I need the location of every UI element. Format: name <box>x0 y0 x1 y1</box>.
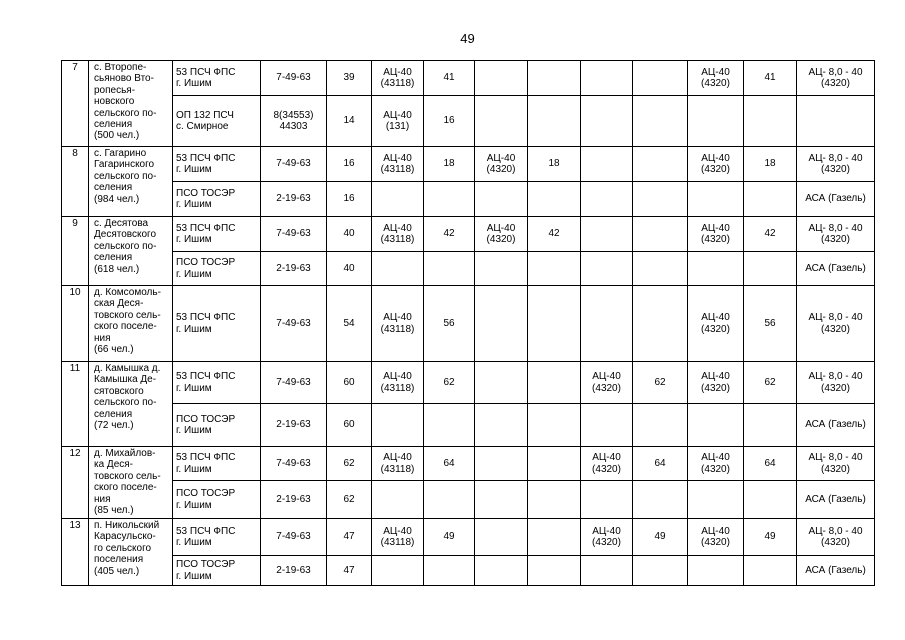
table-row <box>62 96 875 147</box>
vehicle-1: АЦ-40 (43118) <box>372 447 424 481</box>
vehicle-1-value: 42 <box>424 217 475 252</box>
vehicle-3-value: 49 <box>633 519 688 556</box>
phone-number: 7-49-63 <box>261 217 327 252</box>
fire-unit: 53 ПСЧ ФПС г. Ишим <box>173 519 261 556</box>
table-row <box>62 217 875 252</box>
table-row <box>62 519 875 556</box>
vehicle-2-value <box>528 481 581 519</box>
vehicle-3-value <box>633 556 688 586</box>
vehicle-1-value: 16 <box>424 96 475 147</box>
vehicle-3-value: 62 <box>633 362 688 404</box>
vehicle-1-value: 18 <box>424 147 475 182</box>
additional-equipment: АЦ- 8,0 - 40 (4320) <box>797 61 875 96</box>
row-number: 12 <box>62 447 89 519</box>
vehicle-2 <box>475 556 528 586</box>
vehicle-4-value: 56 <box>744 286 797 362</box>
table-row <box>62 147 875 182</box>
vehicle-4 <box>688 481 744 519</box>
vehicle-2-value <box>528 252 581 286</box>
distance-km: 60 <box>327 362 372 404</box>
vehicle-3-value <box>633 404 688 447</box>
distance-km: 40 <box>327 252 372 286</box>
phone-number: 2-19-63 <box>261 182 327 217</box>
fire-unit: 53 ПСЧ ФПС г. Ишим <box>173 147 261 182</box>
additional-equipment: АСА (Газель) <box>797 252 875 286</box>
vehicle-2-value: 42 <box>528 217 581 252</box>
table-row <box>62 447 875 481</box>
vehicle-3-value <box>633 61 688 96</box>
vehicle-3-value <box>633 481 688 519</box>
phone-number: 8(34553) 44303 <box>261 96 327 147</box>
vehicle-3 <box>581 286 633 362</box>
vehicle-3-value: 64 <box>633 447 688 481</box>
vehicle-4: АЦ-40 (4320) <box>688 217 744 252</box>
distance-km: 40 <box>327 217 372 252</box>
vehicle-2 <box>475 404 528 447</box>
vehicle-4-value: 49 <box>744 519 797 556</box>
table-row <box>62 481 875 519</box>
vehicle-3: АЦ-40 (4320) <box>581 362 633 404</box>
vehicle-4: АЦ-40 (4320) <box>688 61 744 96</box>
row-number: 13 <box>62 519 89 586</box>
vehicle-4-value <box>744 556 797 586</box>
distance-km: 62 <box>327 447 372 481</box>
fire-unit: ПСО ТОСЭР г. Ишим <box>173 481 261 519</box>
settlement-name: с. Десятова Десятовского сельского по- селения (618 чел.) <box>89 217 173 286</box>
table-row <box>62 286 875 362</box>
phone-number: 2-19-63 <box>261 252 327 286</box>
vehicle-3 <box>581 481 633 519</box>
row-number: 11 <box>62 362 89 447</box>
vehicle-2-value <box>528 286 581 362</box>
phone-number: 7-49-63 <box>261 519 327 556</box>
vehicle-2 <box>475 286 528 362</box>
table-row <box>62 252 875 286</box>
vehicle-2 <box>475 481 528 519</box>
fire-coverage-table <box>61 60 875 586</box>
vehicle-1 <box>372 481 424 519</box>
vehicle-1: АЦ-40 (43118) <box>372 286 424 362</box>
vehicle-2-value <box>528 362 581 404</box>
vehicle-3 <box>581 147 633 182</box>
vehicle-3 <box>581 96 633 147</box>
additional-equipment: АЦ- 8,0 - 40 (4320) <box>797 362 875 404</box>
vehicle-2 <box>475 61 528 96</box>
table-row <box>62 61 875 96</box>
vehicle-2: АЦ-40 (4320) <box>475 217 528 252</box>
vehicle-2 <box>475 96 528 147</box>
vehicle-2-value <box>528 404 581 447</box>
distance-km: 47 <box>327 556 372 586</box>
vehicle-2 <box>475 362 528 404</box>
page-number: 49 <box>460 31 475 46</box>
fire-unit: 53 ПСЧ ФПС г. Ишим <box>173 217 261 252</box>
vehicle-4-value <box>744 481 797 519</box>
fire-unit: 53 ПСЧ ФПС г. Ишим <box>173 362 261 404</box>
fire-unit: ПСО ТОСЭР г. Ишим <box>173 252 261 286</box>
table-body <box>62 61 875 586</box>
vehicle-3 <box>581 404 633 447</box>
vehicle-3-value <box>633 286 688 362</box>
fire-unit: 53 ПСЧ ФПС г. Ишим <box>173 447 261 481</box>
vehicle-1-value <box>424 556 475 586</box>
vehicle-1: АЦ-40 (43118) <box>372 61 424 96</box>
vehicle-2-value <box>528 519 581 556</box>
vehicle-4 <box>688 404 744 447</box>
vehicle-1-value <box>424 481 475 519</box>
vehicle-1 <box>372 252 424 286</box>
phone-number: 7-49-63 <box>261 147 327 182</box>
distance-km: 14 <box>327 96 372 147</box>
vehicle-2 <box>475 519 528 556</box>
row-number: 9 <box>62 217 89 286</box>
vehicle-2-value: 18 <box>528 147 581 182</box>
fire-unit: ПСО ТОСЭР г. Ишим <box>173 182 261 217</box>
vehicle-2-value <box>528 96 581 147</box>
row-number: 10 <box>62 286 89 362</box>
phone-number: 2-19-63 <box>261 481 327 519</box>
vehicle-1 <box>372 556 424 586</box>
additional-equipment <box>797 96 875 147</box>
settlement-name: д. Михайлов- ка Деся- товского сель- ского поселе- ния (85 чел.) <box>89 447 173 519</box>
additional-equipment: АСА (Газель) <box>797 481 875 519</box>
vehicle-2 <box>475 252 528 286</box>
vehicle-4-value: 18 <box>744 147 797 182</box>
vehicle-1: АЦ-40 (131) <box>372 96 424 147</box>
table-row <box>62 362 875 404</box>
vehicle-3-value <box>633 252 688 286</box>
vehicle-1 <box>372 182 424 217</box>
additional-equipment: АСА (Газель) <box>797 404 875 447</box>
fire-unit: ПСО ТОСЭР г. Ишим <box>173 404 261 447</box>
vehicle-1 <box>372 404 424 447</box>
vehicle-1-value: 64 <box>424 447 475 481</box>
vehicle-1: АЦ-40 (43118) <box>372 147 424 182</box>
vehicle-2-value <box>528 447 581 481</box>
vehicle-4 <box>688 96 744 147</box>
vehicle-1-value: 41 <box>424 61 475 96</box>
vehicle-3-value <box>633 182 688 217</box>
phone-number: 7-49-63 <box>261 61 327 96</box>
vehicle-1-value <box>424 404 475 447</box>
vehicle-2-value <box>528 182 581 217</box>
vehicle-3: АЦ-40 (4320) <box>581 519 633 556</box>
table-row <box>62 404 875 447</box>
vehicle-1: АЦ-40 (43118) <box>372 519 424 556</box>
phone-number: 2-19-63 <box>261 556 327 586</box>
vehicle-3: АЦ-40 (4320) <box>581 447 633 481</box>
vehicle-4: АЦ-40 (4320) <box>688 519 744 556</box>
vehicle-2-value <box>528 556 581 586</box>
phone-number: 2-19-63 <box>261 404 327 447</box>
vehicle-2: АЦ-40 (4320) <box>475 147 528 182</box>
vehicle-4-value <box>744 96 797 147</box>
phone-number: 7-49-63 <box>261 286 327 362</box>
fire-unit: 53 ПСЧ ФПС г. Ишим <box>173 286 261 362</box>
phone-number: 7-49-63 <box>261 447 327 481</box>
vehicle-1: АЦ-40 (43118) <box>372 362 424 404</box>
distance-km: 47 <box>327 519 372 556</box>
additional-equipment: АЦ- 8,0 - 40 (4320) <box>797 217 875 252</box>
fire-unit: ОП 132 ПСЧ с. Смирное <box>173 96 261 147</box>
distance-km: 60 <box>327 404 372 447</box>
fire-unit: ПСО ТОСЭР г. Ишим <box>173 556 261 586</box>
distance-km: 62 <box>327 481 372 519</box>
vehicle-1-value: 62 <box>424 362 475 404</box>
additional-equipment: АЦ- 8,0 - 40 (4320) <box>797 447 875 481</box>
vehicle-4: АЦ-40 (4320) <box>688 147 744 182</box>
vehicle-2 <box>475 182 528 217</box>
additional-equipment: АЦ- 8,0 - 40 (4320) <box>797 519 875 556</box>
vehicle-1-value <box>424 252 475 286</box>
vehicle-4-value: 42 <box>744 217 797 252</box>
vehicle-3 <box>581 182 633 217</box>
additional-equipment: АСА (Газель) <box>797 556 875 586</box>
vehicle-3 <box>581 252 633 286</box>
vehicle-4: АЦ-40 (4320) <box>688 447 744 481</box>
vehicle-2-value <box>528 61 581 96</box>
settlement-name: с. Гагарино Гагаринского сельского по- селения (984 чел.) <box>89 147 173 217</box>
additional-equipment: АЦ- 8,0 - 40 (4320) <box>797 147 875 182</box>
vehicle-4-value: 64 <box>744 447 797 481</box>
vehicle-2 <box>475 447 528 481</box>
vehicle-4-value <box>744 404 797 447</box>
vehicle-4: АЦ-40 (4320) <box>688 362 744 404</box>
vehicle-3 <box>581 556 633 586</box>
vehicle-3 <box>581 217 633 252</box>
distance-km: 39 <box>327 61 372 96</box>
additional-equipment: АСА (Газель) <box>797 182 875 217</box>
settlement-name: с. Второпе- сьяново Вто- ропесья- новского сельского по- селения (500 чел.) <box>89 61 173 147</box>
table-row <box>62 182 875 217</box>
vehicle-1: АЦ-40 (43118) <box>372 217 424 252</box>
table-row <box>62 556 875 586</box>
vehicle-4: АЦ-40 (4320) <box>688 286 744 362</box>
vehicle-4 <box>688 182 744 217</box>
settlement-name: д. Камышка д. Камышка Де- сятовского сельского по- селения (72 чел.) <box>89 362 173 447</box>
phone-number: 7-49-63 <box>261 362 327 404</box>
fire-unit: 53 ПСЧ ФПС г. Ишим <box>173 61 261 96</box>
vehicle-3-value <box>633 96 688 147</box>
distance-km: 16 <box>327 182 372 217</box>
vehicle-1-value: 49 <box>424 519 475 556</box>
vehicle-3 <box>581 61 633 96</box>
vehicle-1-value <box>424 182 475 217</box>
settlement-name: п. Никольский Карасульско- го сельского поселения (405 чел.) <box>89 519 173 586</box>
settlement-name: д. Комсомоль- ская Деся- товского сель- ского поселе- ния (66 чел.) <box>89 286 173 362</box>
vehicle-1-value: 56 <box>424 286 475 362</box>
vehicle-3-value <box>633 217 688 252</box>
vehicle-3-value <box>633 147 688 182</box>
vehicle-4-value: 62 <box>744 362 797 404</box>
vehicle-4-value <box>744 182 797 217</box>
vehicle-4 <box>688 252 744 286</box>
vehicle-4-value <box>744 252 797 286</box>
row-number: 7 <box>62 61 89 147</box>
distance-km: 16 <box>327 147 372 182</box>
distance-km: 54 <box>327 286 372 362</box>
vehicle-4-value: 41 <box>744 61 797 96</box>
row-number: 8 <box>62 147 89 217</box>
additional-equipment: АЦ- 8,0 - 40 (4320) <box>797 286 875 362</box>
vehicle-4 <box>688 556 744 586</box>
